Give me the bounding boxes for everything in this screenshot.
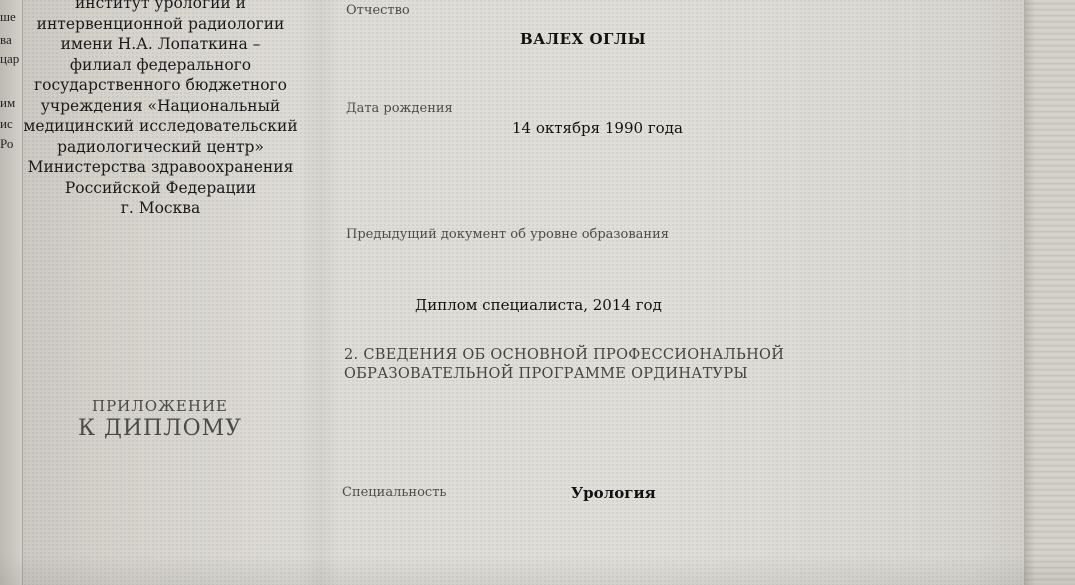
edge-fragment: ис bbox=[0, 116, 13, 131]
patronymic-value: ВАЛЕХ ОГЛЫ bbox=[520, 30, 647, 48]
birth-date-value: 14 октября 1990 года bbox=[512, 119, 683, 137]
specialty-value: Урология bbox=[571, 484, 656, 502]
institution-line: радиологический центр» bbox=[57, 137, 264, 156]
specialty-label: Специальность bbox=[342, 485, 447, 500]
institution-line: учреждения «Национальный bbox=[40, 96, 281, 115]
institution-name bbox=[18, 0, 303, 219]
section-heading bbox=[344, 346, 784, 384]
institution-line: имени Н.А. Лопаткина – bbox=[60, 35, 261, 53]
edge-fragment: ва bbox=[0, 32, 12, 47]
edge-fragment: ше bbox=[0, 9, 16, 24]
institution-line: Российской Федерации bbox=[64, 178, 257, 197]
section-heading-line1: 2. СВЕДЕНИЯ ОБ ОСНОВНОЙ ПРОФЕССИОНАЛЬНОЙ bbox=[344, 347, 785, 363]
institution-line: государственного бюджетного bbox=[34, 76, 287, 94]
edge-fragment: Ро bbox=[0, 136, 14, 151]
previous-document-value: Диплом специалиста, 2014 год bbox=[415, 296, 662, 314]
bottom-shadow bbox=[0, 555, 1075, 585]
institution-city: г. Москва bbox=[120, 199, 201, 217]
institution-line: интервенционной радиологии bbox=[36, 14, 285, 33]
previous-document-label: Предыдущий документ об уровне образования bbox=[346, 227, 669, 242]
birth-date-label: Дата рождения bbox=[346, 101, 453, 116]
institution-line: филиал федерального bbox=[69, 55, 252, 74]
institution-line: институт урологии и bbox=[74, 0, 247, 12]
appendix-title-line1: ПРИЛОЖЕНИЕ bbox=[92, 397, 228, 415]
appendix-title bbox=[40, 397, 280, 441]
appendix-title-line2: К ДИПЛОМУ bbox=[77, 416, 243, 441]
spine-shadow bbox=[300, 0, 340, 585]
page-stack-edge bbox=[1024, 0, 1075, 585]
institution-line: медицинский исследовательский bbox=[23, 117, 298, 135]
edge-fragment: им bbox=[0, 95, 16, 110]
institution-line: Министерства здравоохранения bbox=[27, 158, 294, 176]
patronymic-label: Отчество bbox=[346, 3, 410, 18]
edge-fragment: цар bbox=[0, 51, 20, 66]
section-heading-line2: ОБРАЗОВАТЕЛЬНОЙ ПРОГРАММЕ ОРДИНАТУРЫ bbox=[344, 366, 748, 382]
